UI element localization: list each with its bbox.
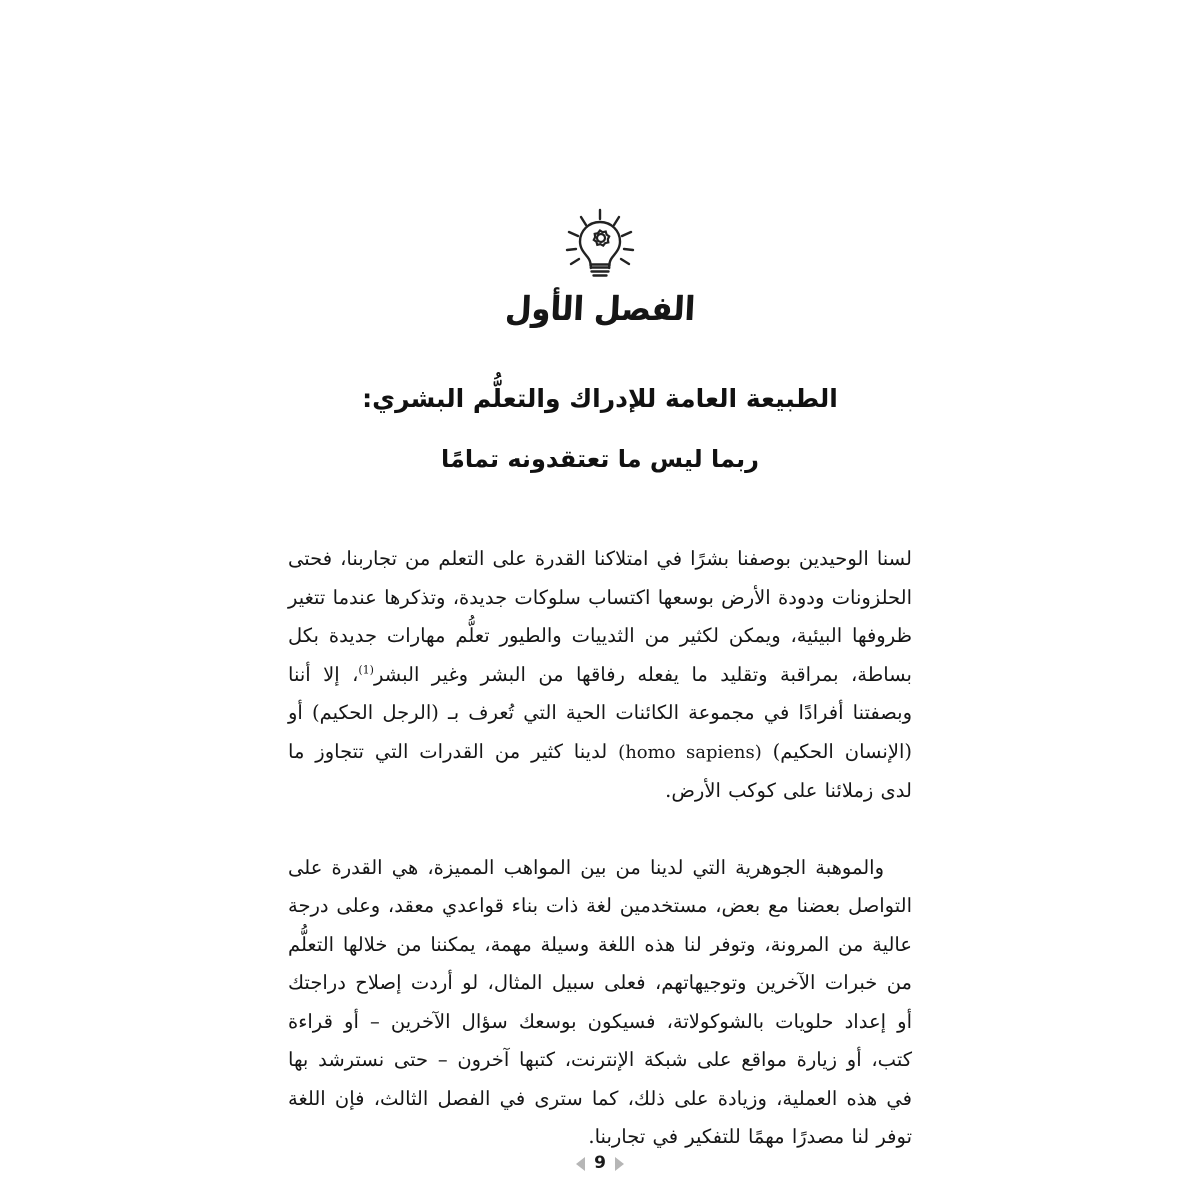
latin-term: (homo sapiens): [618, 741, 762, 763]
page-subtitle: ربما ليس ما تعتقدونه تمامًا: [441, 444, 759, 473]
lightbulb-gear-icon: [559, 206, 641, 284]
page-title: الطبيعة العامة للإدراك والتعلُّم البشري:: [362, 384, 838, 413]
triangle-right-icon[interactable]: [615, 1157, 624, 1171]
chapter-emblem: [0, 206, 1200, 328]
paragraph-1: [288, 540, 912, 811]
paragraph-text-run: لسنا الوحيدين بوصفنا بشرًا في امتلاكنا القدرة على التعلم من تجاربنا، فحتى الحلزونات ودودة الأرض بوسعها اكتساب سلوكات جديدة، وتذكرها عندما تتغير ظروفها البيئية، ويمكن لكثير من الثدييات والطيور تعلُّم مهارات جديدة بكل بساطة، بمراقبة وتقليد ما يفعله رفاقها من البشر وغير البشر: [288, 547, 912, 686]
triangle-left-icon[interactable]: [576, 1157, 585, 1171]
chapter-calligraphic-label: الفصل الأول: [504, 289, 696, 328]
paragraph-text-run: ، إلا أننا وبصفتنا أفرادًا في مجموعة الكائنات الحية التي تُعرف بـ (الرجل الحكيم) أو (الإنسان الحكيم): [288, 662, 912, 763]
page-number: 9: [594, 1153, 606, 1173]
body-text: [288, 540, 912, 1157]
footnote-reference[interactable]: (1): [358, 663, 374, 676]
paragraph-text-run: لدينا كثير من القدرات التي تتجاوز ما لدى زملائنا على كوكب الأرض.: [288, 739, 912, 802]
paragraph-2: والموهبة الجوهرية التي لدينا من بين المواهب المميزة، هي القدرة على التواصل بعضنا مع بعض، مستخدمين لغة ذات بناء قواعدي معقد، وعلى درجة عالية من المرونة، وتوفر لنا هذه اللغة وسيلة مهمة، يمكننا من خلالها التعلُّم من خبرات الآخرين وتوجيهاتهم، فعلى سبيل المثال، لو أردت إصلاح دراجتك أو إعداد حلويات بالشوكولاتة، فسيكون بوسعك سؤال الآخرين – أو قراءة كتب، أو زيارة مواقع على شبكة الإنترنت، كتبها آخرون – حتى نسترشد بها في هذه العملية، وزيادة على ذلك، كما سترى في الفصل الثالث، فإن اللغة توفر لنا مصدرًا مهمًا للتفكير في تجاربنا.: [288, 855, 912, 1148]
chapter-heading-block: [180, 380, 1020, 477]
page-navigation: [0, 1155, 1200, 1172]
